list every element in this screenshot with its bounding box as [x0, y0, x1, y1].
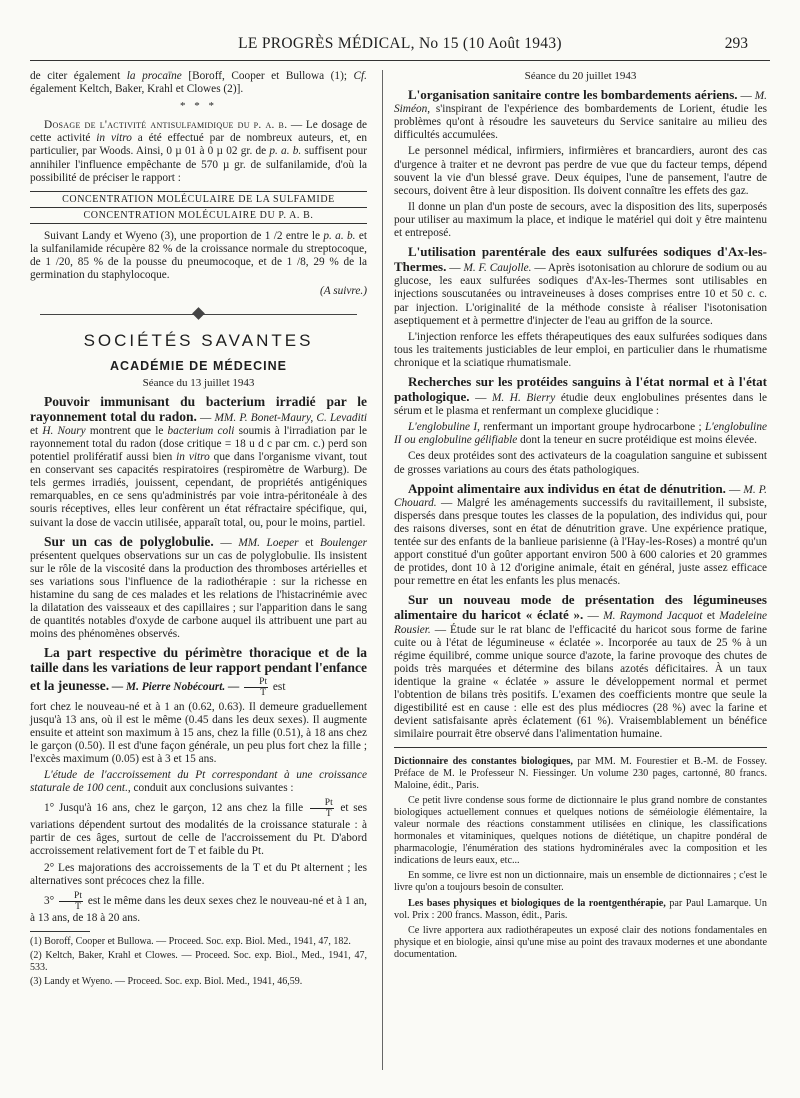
footnote-rule [30, 931, 90, 932]
article-perimetre: La part respective du périmètre thoracique et de la taille dans les variations de leur rapport pendant l'enfance et la jeunesse. — M. Pierre Nobécourt. — $\frac{Pt}{T}$ est [30, 645, 367, 698]
article-haricot: Sur un nouveau mode de présentation des légumineuses alimentaire du haricot « éclaté ». — M. Raymond Jacquot et Madeleine Rousier. — Étude sur le rat blanc de l'efficacité du haricot sous forme de farine cuite ou à l'état de légumineuse « éclatée ». Incorporée au taux de 25 % à un régime équilibré, comme unique source d'azote, la farine provoque des chutes de poids très marquées et détermine des bilans azotés déficitaires. À un taux identique la graine « éclatée » assure le développement normal et permet l'obtention de bilans très positifs. L'examen des coefficients montre que seule la digestibilité est en cause : elle est des plus médiocres (28 %) avec la farine et devient satisfaisante après éclatement (61 %). Vraisemblablement un bénéfice similaire pourrait être observé dans l'alimentation humaine. [394, 592, 767, 741]
book-review-dictionnaire-p2: Ce petit livre condense sous forme de dictionnaire le plus grand nombre de constantes biologiques actuellement connues et quelques notions de séméiologie élémentaire, la valeur normale des réactions constamment utilisées en clinique, les classifications hormonales et vitaminiques, quelques notions de diététique, un chapitre pondéral de pharmacologie, l'énumération des stations hydrominérales avec la composition et les indications de leurs eaux, etc... [394, 795, 767, 867]
book-review-dictionnaire: Dictionnaire des constantes biologiques, par MM. M. Fourestier et B.-M. de Fossey. Préface de M. le Professeur N. Fiessinger. Un volume 230 pages, cartonné, 80 francs. Maloine, édit., Paris. [394, 756, 767, 792]
article-polyglobulie [30, 535, 367, 642]
article-polyglobulie-title: Sur un cas de polyglobulie. [44, 533, 214, 549]
article-perimetre-study: L'étude de l'accroissement du Pt correspondant à une croissance staturale de 100 cent., conduit aux conclusions suivantes : [30, 769, 367, 795]
to-be-continued: (A suivre.) [319, 285, 367, 298]
societes-heading: SOCIÉTÉS SAVANTES [83, 331, 314, 351]
column-rule [382, 70, 383, 1070]
header-rule [30, 60, 770, 61]
article-ax-les-thermes: L'utilisation parentérale des eaux sulfurées sodiques d'Ax-les-Thermes. — M. F. Caujolle. — Après isotonisation au chlorure de sodium ou au glucose, les eaux sulfurées sodiques d'Ax-les-Thermes sont utilisables en injections souscutanées ou intraveineuses à doses comprises entre 10 et 50 c. c. par injection. L'originalité de la méthode consiste à réaliser l'isotonisation aseptiquement et à permettre d'injecter de l'eau au griffon de la source. [394, 244, 767, 327]
conclusion-2: 2° Les majorations des accroissements de la T et du Pt alternent ; les alternatives sont précoces chez la fille. [30, 861, 367, 887]
article-perimetre-body: fort chez le nouveau-né et à 1 an (0.62, 0.63). Il demeure graduellement jusqu'à 13 ans, où il est le même (0.45 dans les deux sexes). Il augmente ensuite et atteint son maximum à 15 ans, chez la fille (0.51), à 18 ans chez le garçon (0.50). Il est d'une façon générale, un peu plus fort chez la fille ; l'excès maximum (0.05) est à 3 et 15 ans. [30, 700, 367, 765]
article-proteides: Recherches sur les protéides sanguins à l'état normal et à l'état pathologique. — M. H. Bierry étudie deux englobulines présentes dans le sérum et le plasma et renfermant un complexe glucidique : [394, 373, 767, 418]
article-bombardements-p2: Le personnel médical, infirmiers, infirmières et brancardiers, auront des cas d'urgence à traiter et ne devront pas perdre de vue que du facteur temps, dépend souvent la vie d'un blessé grave. Deux équipes, l'une de pansement, l'autre de secours, doivent être à leur disposition. Ils doivent connaître les effets des gaz. [394, 145, 767, 197]
article-proteides-p2: L'englobuline I, renfermant un important groupe hydrocarbone ; L'englobuline II ou englobuline gélifiable dont la teneur en sucre protéidique est moins élevée. [394, 421, 767, 447]
footnote-3: (3) Landy et Wyeno. — Proceed. Soc. exp. Biol. Med., 1941, 46,59. [30, 975, 303, 987]
conclusion-1: 1° Jusqu'à 16 ans, chez le garçon, 12 ans chez la fille $\frac{Pt}{T}$ et ses variations dépendent surtout des modalités de la croissance staturale : à partir de ces âges, surtout de celle de l'accroissement du Pt. D'abord accroissement relativement fort de T et faible du Pt. [30, 798, 367, 858]
session-date-2: Séance du 20 juillet 1943 [524, 70, 637, 82]
article-proteides-p3: Ces deux protéides sont des activateurs de la coagulation sanguine et subissent de grosses variations au cours des états pathologiques. [394, 450, 767, 476]
article-radon-body: — MM. P. Bonet-Maury, C. Levaditi et H. Noury montrent que le bacterium coli soumis à l'irradiation par le rayonnement total du radon (dose critique = 18 u d c par cm. c.) perd son potentiel prolifératif aussi bien in vitro que dans l'organisme vivant, tout en conservant ses capacités respiratoires (respiromètre de Warburg). De tels germes irradiés, jouissent, cependant, de propriétés antigéniques remarquables, en ce sens qu'administrés par voie intra-péritonéale à des souris réceptives, elles leur confèrent un état réfractaire spécifique, qui, suivant la dose de vaccin utilisée, apparaît total, ou, pour le moins, partiel. [30, 411, 367, 529]
ratio-numerator: CONCENTRATION MOLÉCULAIRE DE LA SULFAMIDE [30, 191, 367, 208]
book-review-roentgen: Les bases physiques et biologiques de la roentgenthérapie, par Paul Lamarque. Un vol. Prix : 200 francs. Masson, édit., Paris. [394, 898, 767, 922]
page-number: 293 [724, 35, 748, 52]
dosage-paragraph: Dosage de l'activité antisulfamidique du p. a. b. — Le dosage de cette activité in vitro a été effectué par de nombreux auteurs, et, en particulier, par Woods. Ainsi, 0 µ 01 à 0 µ 02 gr. de p. a. b. suffisent pour annihiler l'influence empêchante de 570 µ gr. de sulfanilamide, d'où la possibilité de préciser le rapport : [30, 119, 367, 184]
academie-heading: ACADÉMIE DE MÉDECINE [110, 358, 287, 373]
article-perimetre-title: La part respective du périmètre thoracique et de la taille dans les variations de leur rapport pendant l'enfance et la jeunesse. [30, 645, 367, 693]
ratio-denominator: CONCENTRATION MOLÉCULAIRE DU P. A. B. [30, 208, 367, 224]
book-review-roentgen-p2: Ce livre apportera aux radiothérapeutes un exposé clair des notions fondamentales en physique et en biologie, ainsi qu'une mise au point des travaux modernes et une abondante documentation. [394, 925, 767, 961]
left-column [30, 70, 367, 990]
article-denutrition: Appoint alimentaire aux individus en état de dénutrition. — M. P. Chouard. — Malgré les aménagements successifs du ravitaillement, il subsiste, dispersés dans presque toutes les classes de la population, des individus qui, pour des raisons diverses, sont en état de dénutrition grave. Une expérience pratique, tentée sur des enfants de la banlieue parisienne (à l'Hay-les-Roses) a montré qu'un apport constitué d'un goûter apportant environ 500 à 600 calories et 20 grammes de protides, dont 10 à 12 d'origine animale, était en général, juste assez efficace pour remettre en état les enfants les plus menacés. [394, 480, 767, 588]
intro-paragraph: de citer également la procaïne [Boroff, Cooper et Bullowa (1); Cf. également Keltch, Baker, Krahl et Clowes (2)]. [30, 70, 367, 96]
fraction-pt-t: $\frac{Pt}{T}$ [244, 677, 268, 698]
book-reviews-rule [394, 747, 767, 748]
article-ax-les-thermes-p2: L'injection renforce les effets thérapeutiques des eaux sulfurées sodiques dans tous les traitements justiciables de leur emploi, en particulier dans le rhumatisme chronique et la sciatique rhumatismale. [394, 330, 767, 369]
running-header [30, 35, 770, 55]
journal-title: LE PROGRÈS MÉDICAL, No 15 (10 Août 1943) [238, 35, 562, 52]
conclusion-3: 3° $\frac{Pt}{T}$ est le même dans les deux sexes chez le nouveau-né et à 1 an, à 13 ans, de 18 à 20 ans. [30, 890, 367, 924]
right-column [394, 70, 767, 964]
article-bombardements-p3: Il donne un plan d'un poste de secours, avec la disposition des lits, superposés pour utiliser au maximum la place, et indique le matériel qui doit y être maintenu et entreposé. [394, 200, 767, 240]
article-radon [30, 395, 367, 530]
footnote-1: (1) Boroff, Cooper et Bullowa. — Proceed. Soc. exp. Biol. Med., 1941, 47, 182. [30, 935, 351, 947]
article-perimetre-author: — M. Pierre Nobécourt. — [109, 680, 240, 693]
article-polyglobulie-body: — MM. Loeper et Boulenger présentent quelques observations sur un cas de polyglobulie. Ils insistent sur le rôle de la viscosité dans la production des thromboses artérielles et ses variations sous l'influence de la radiothérapie : sur la richesse en histamine du sang de ces malades et les relations de l'histacrinémie avec la dilatation des vaisseaux et des capillaires ; sur l'apparition dans le sang de quantités notables d'oxyde de carbone auquel ils attribuent une part au moins des phénomènes observés. [30, 536, 368, 641]
book-review-dictionnaire-p3: En somme, ce livre est non un dictionnaire, mais un ensemble de dictionnaires ; c'est le livre qu'on a toujours besoin de consulter. [394, 870, 767, 894]
landy-paragraph: Suivant Landy et Wyeno (3), une proportion de 1 /2 entre le p. a. b. et la sulfanilamide récupère 82 % de la croissance normale du streptocoque, de 1 /20, 85 % de la pousse du pneumocoque, et de 1 /8, 29 % de la germination du staphylocoque. [30, 229, 367, 282]
section-stars: * * * [180, 100, 217, 113]
footnote-2: (2) Keltch, Baker, Krahl et Clowes. — Proceed. Soc. exp. Biol., Med., 1941, 47, 533. [30, 949, 367, 973]
section-divider [30, 308, 367, 320]
article-bombardements: L'organisation sanitaire contre les bombardements aériens. — M. Siméon, s'inspirant de l'expérience des bombardements de Lorient, étudie les problèmes qu'ont à résoudre les sauveteurs du Service sanitaire au milieu des difficultés accumulées. [394, 87, 767, 142]
session-date-1: Séance du 13 juillet 1943 [142, 376, 255, 389]
article-radon-title: Pouvoir immunisant du bacterium irradié par le rayonnement total du radon. [30, 393, 367, 424]
